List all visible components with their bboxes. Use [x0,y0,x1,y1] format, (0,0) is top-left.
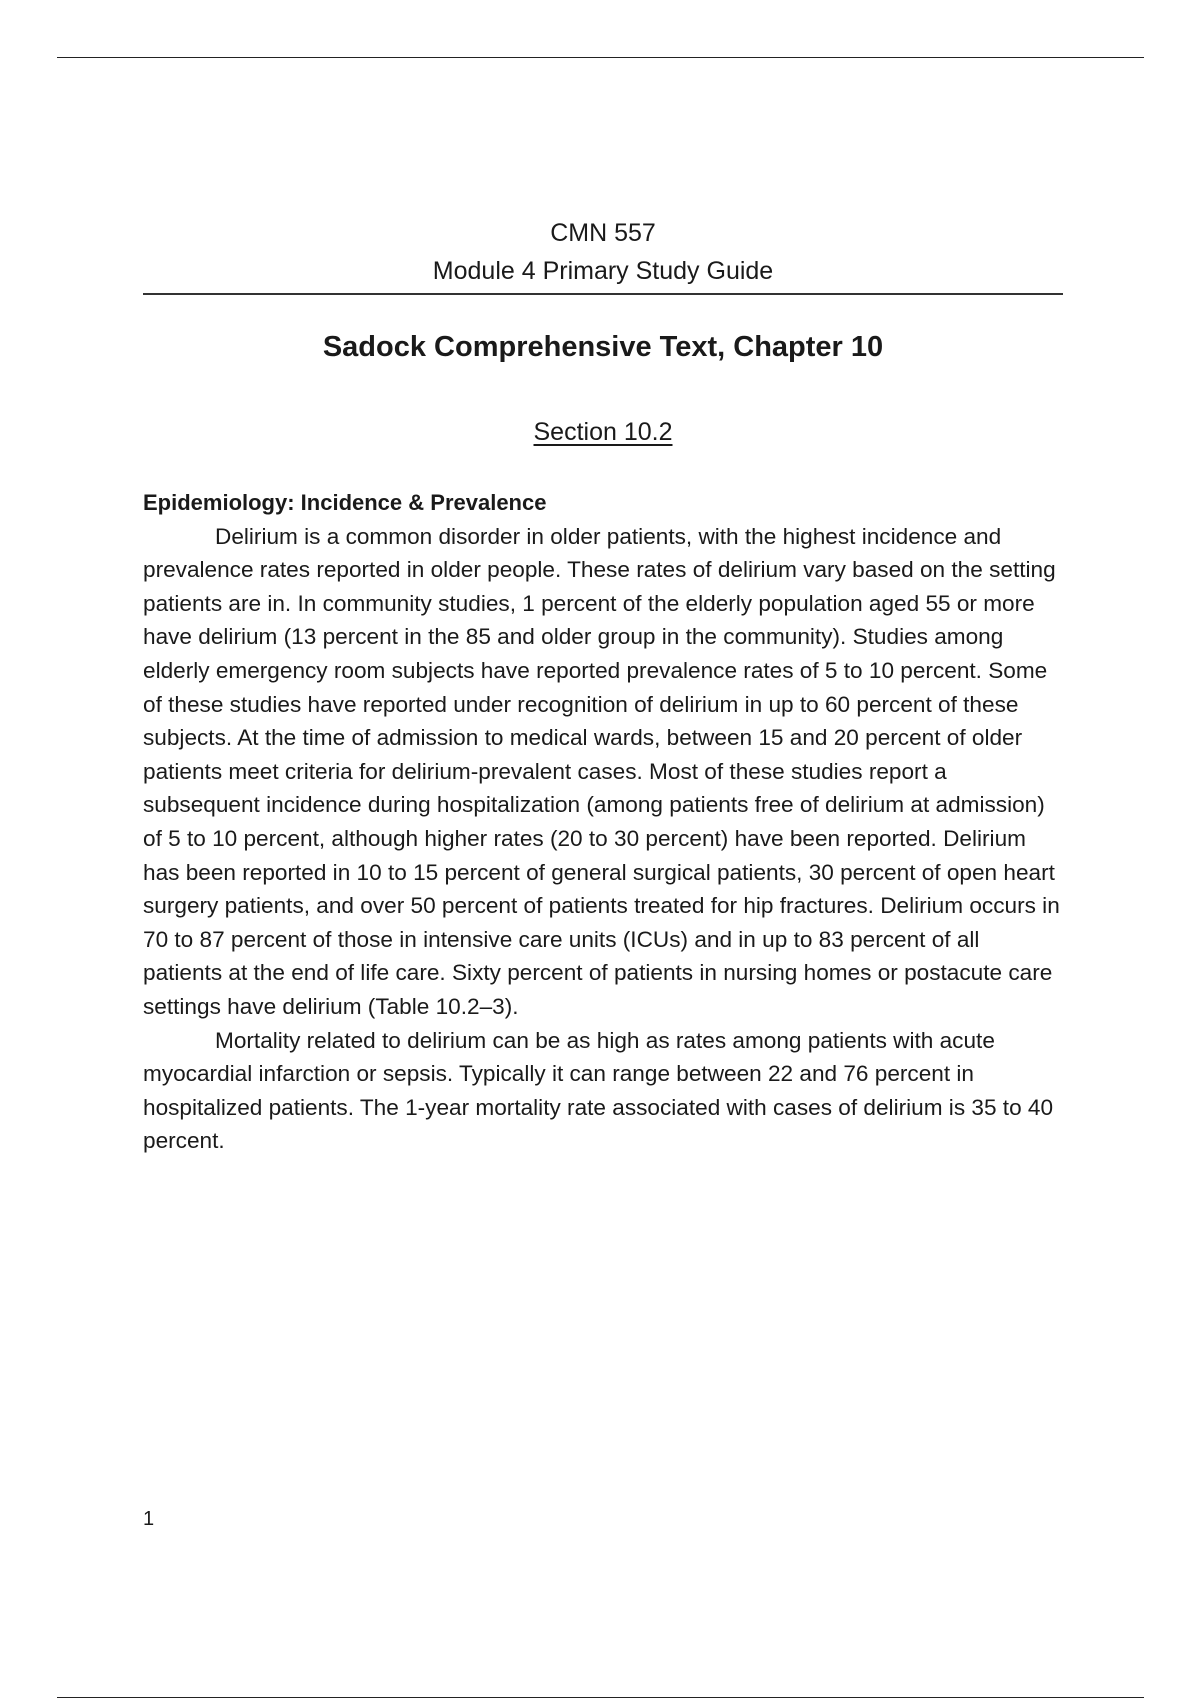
section-heading [143,414,1063,450]
document-title: Sadock Comprehensive Text, Chapter 10 [322,331,884,363]
document-body [143,486,1063,1158]
course-code: CMN 557 [550,219,656,247]
paragraph-mortality: Mortality related to delirium can be as high as rates among patients with acute myocardial infarction or sepsis. Typically it can range between 22 and 76 percent in hospitalized patients. The 1-year mortality rate associated with cases of delirium is 35 to 40 percent. [143,1027,1054,1154]
page-top-rule [57,57,1144,58]
document-header [143,214,1063,290]
header-divider [143,293,1063,295]
page-bottom-rule [57,1697,1144,1698]
page-number: 1 [143,1508,155,1530]
subheading-epidemiology: Epidemiology: Incidence & Prevalence [143,490,547,515]
paragraph-incidence: Delirium is a common disorder in older patients, with the highest incidence and prevalence rates reported in older people. These rates of delirium vary based on the setting patients are in. In community studies, 1 percent of the elderly population aged 55 or more have delirium (13 percent in the 85 and older group in the community). Studies among elderly emergency room subjects have reported prevalence rates of 5 to 10 percent. Some of these studies have reported under recognition of delirium in up to 60 percent of these subjects. At the time of admission to medical wards, between 15 and 20 percent of older patients meet criteria for delirium-prevalent cases. Most of these studies report a subsequent incidence during hospitalization (among patients free of delirium at admission) of 5 to 10 percent, although higher rates (20 to 30 percent) have been reported. Delirium has been reported in 10 to 15 percent of general surgical patients, 30 percent of open heart surgery patients, and over 50 percent of patients treated for hip fractures. Delirium occurs in 70 to 87 percent of those in intensive care units (ICUs) and in up to 83 percent of all patients at the end of life care. Sixty percent of patients in nursing homes or postacute care settings have delirium (Table 10.2–3). [143,523,1060,1019]
section-number: Section 10.2 [533,418,673,446]
guide-title: Module 4 Primary Study Guide [432,257,774,285]
